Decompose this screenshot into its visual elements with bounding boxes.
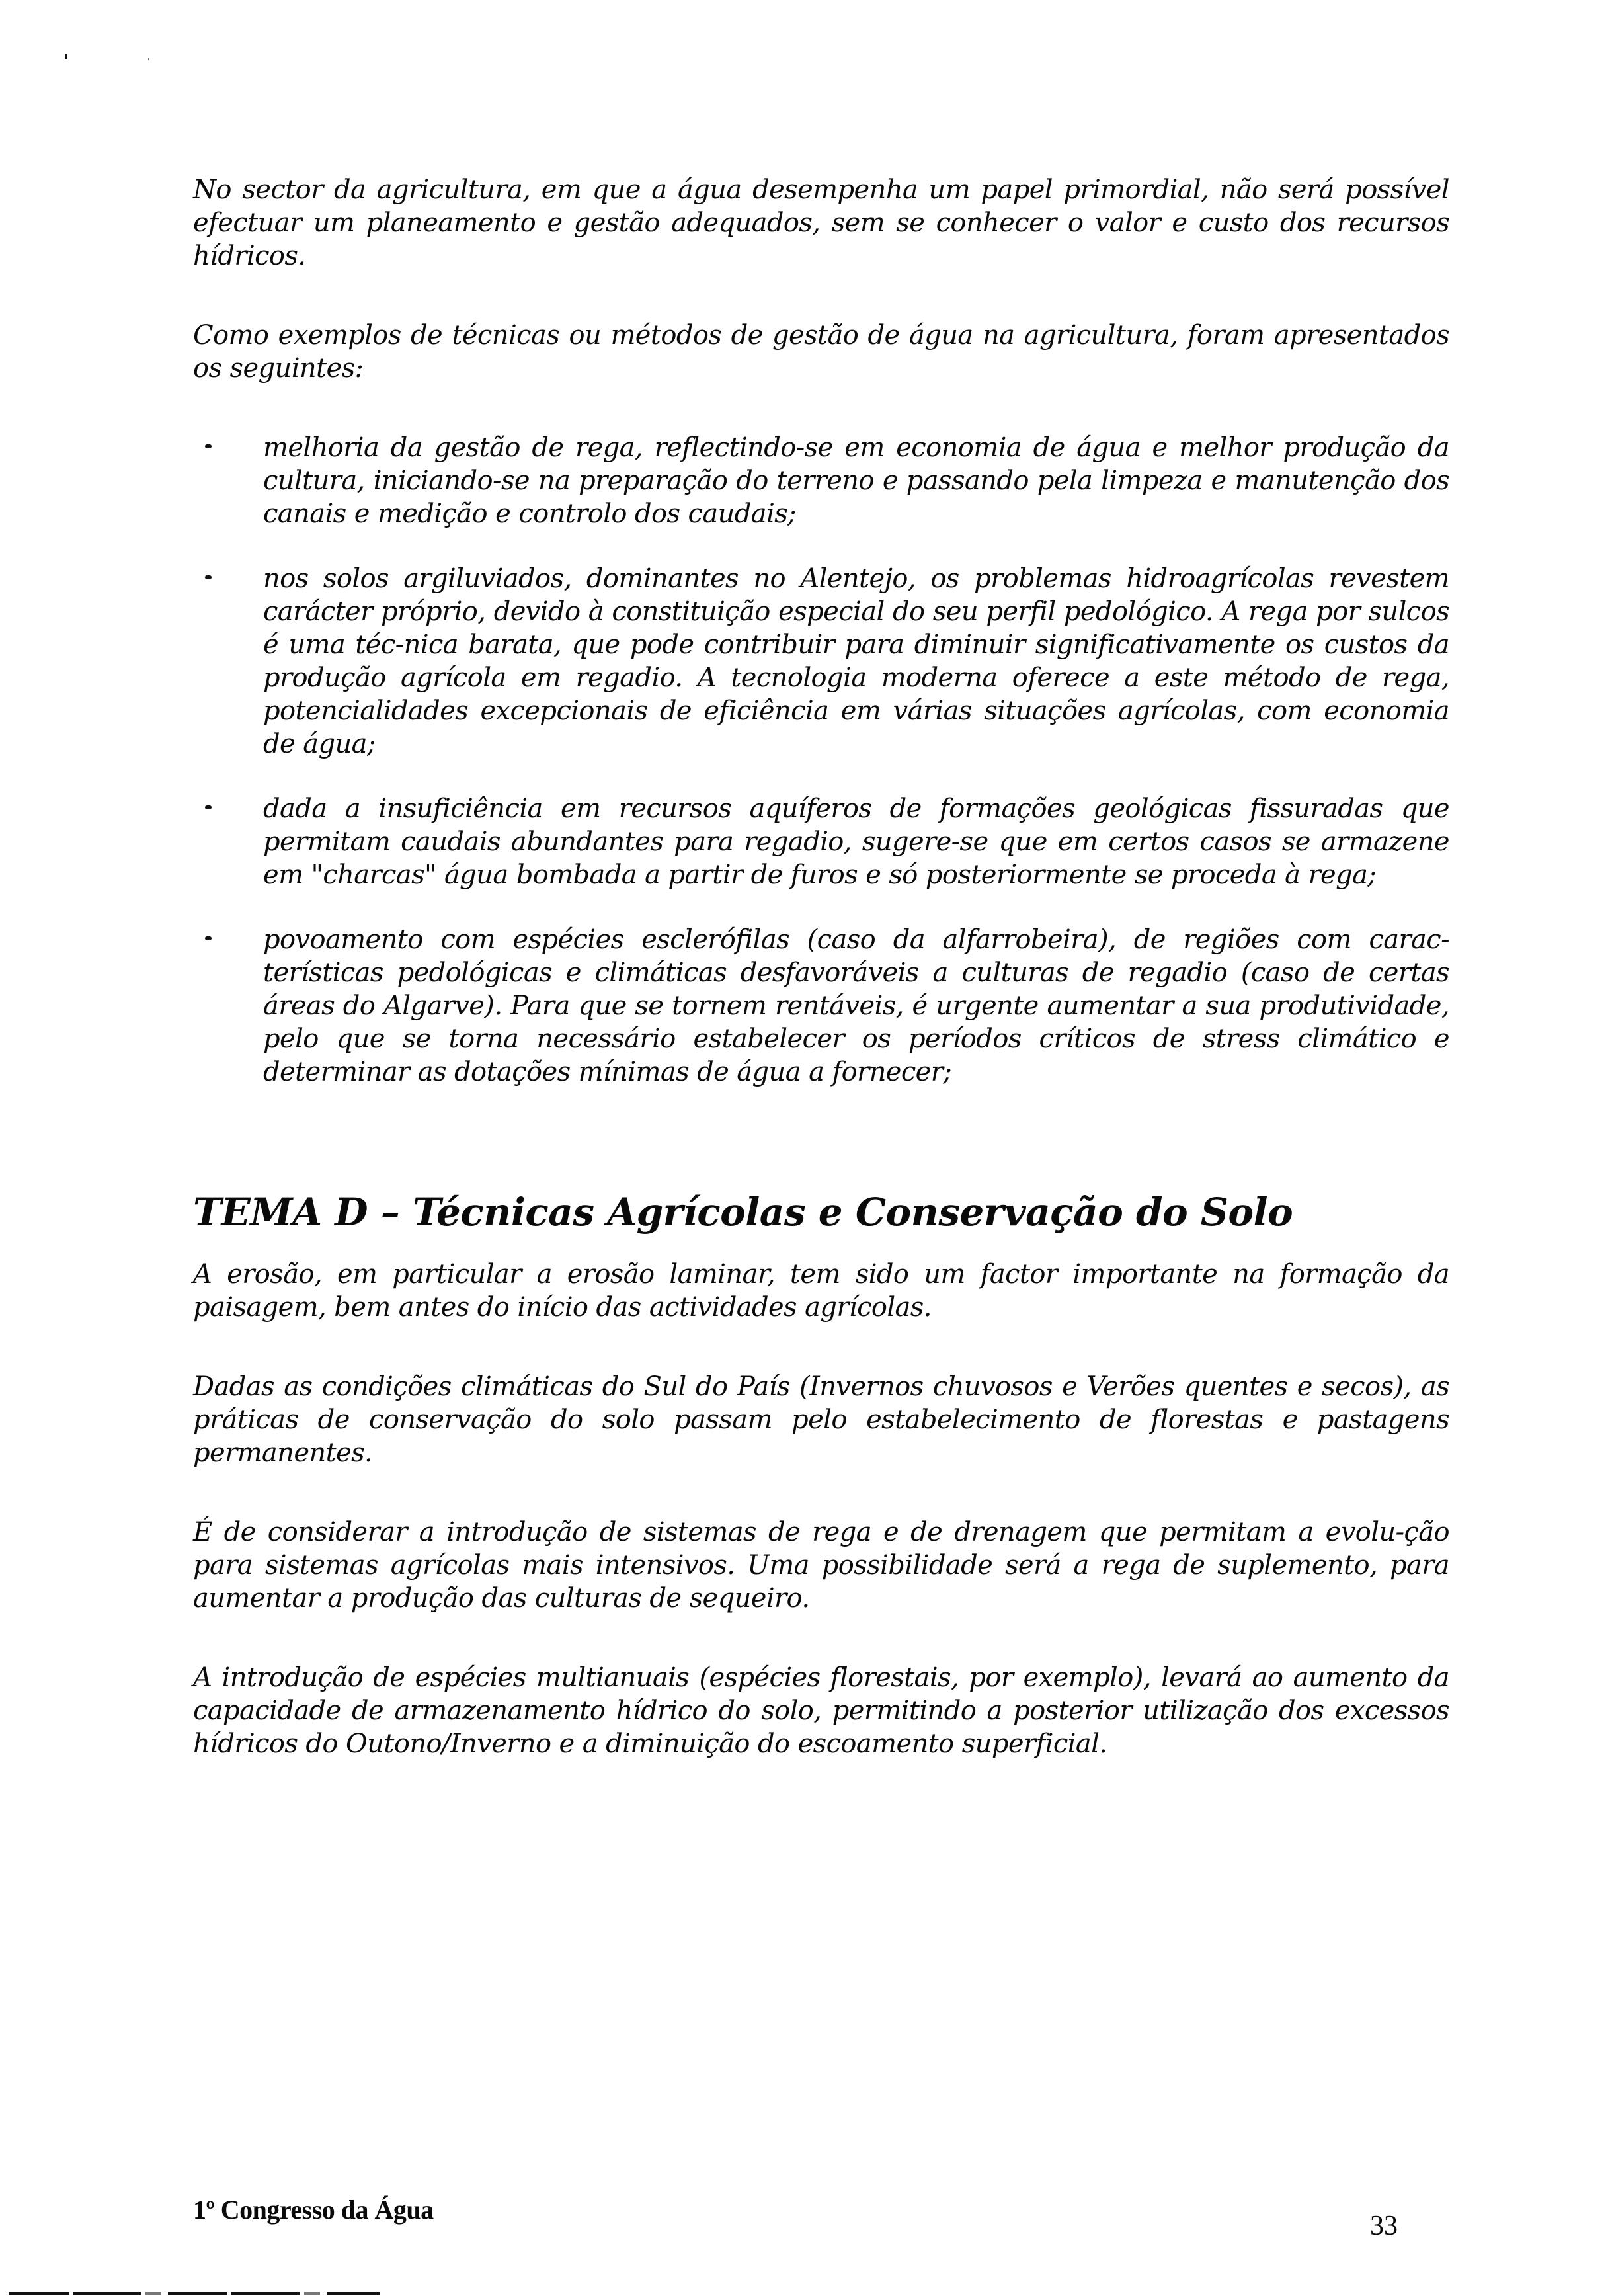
footer-publication-title: 1º Congresso da Água	[193, 2195, 434, 2225]
scan-speck	[148, 58, 149, 60]
page-number: 33	[1370, 2211, 1398, 2241]
intro-paragraph: No sector da agricultura, em que a água desempenha um papel primordial, não será possível efectuar um planeamento e gestão adequados, sem se conhecer o valor e custo dos recursos hídricos.	[193, 175, 1449, 271]
section-paragraph: A introdução de espécies multianuais (espécies florestais, por exemplo), levará ao aumento da capacidade de armazenamento hídrico do solo, permitindo a posterior utilização dos excessos hídricos do Outono/Inverno e a diminuição do escoamento superficial.	[193, 1662, 1449, 1759]
bullet-dot-icon	[205, 575, 212, 579]
section-paragraph: A erosão, em particular a erosão laminar, tem sido um factor importante na formação da paisagem, bem antes do início das actividades agrícolas.	[193, 1259, 1449, 1323]
page-content	[193, 173, 1449, 1760]
list-item-text: dada a insuficiência em recursos aquíferos de formações geológicas fissuradas que permitam caudais abundantes para regadio, sugere-se que em certos casos se armazene em "charcas" água bombada a partir de furos e só posteriormente se proceda à rega;	[263, 794, 1449, 890]
section-heading: TEMA D – Técnicas Agrícolas e Conservação do Solo	[193, 1190, 1293, 1235]
list-item-text: nos solos argiluviados, dominantes no Alentejo, os problemas hidroagrícolas revestem carácter próprio, devido à constituição especial do seu perfil pedológico. A rega por sulcos é uma téc-nica barata, que pode contribuir para diminuir significativamente os custos da produção agrícola em regadio. A tecnologia moderna oferece a este método de rega, potencialidades excepcionais de eficiência em várias situações agrícolas, com economia de água;	[263, 563, 1449, 759]
section-paragraph: Dadas as condições climáticas do Sul do País (Invernos chuvosos e Verões quentes e secos), as práticas de conservação do solo passam pelo estabelecimento de florestas e pastagens permanentes.	[193, 1372, 1449, 1468]
list-item	[193, 792, 1449, 891]
list-item	[193, 562, 1449, 760]
scan-speck	[65, 54, 67, 59]
bullet-dot-icon	[205, 444, 212, 448]
intro-paragraph: Como exemplos de técnicas ou métodos de gestão de água na agricultura, foram apresentados os seguintes:	[193, 320, 1449, 384]
section-paragraph: É de considerar a introdução de sistemas de rega e de drenagem que permitam a evolu-ção para sistemas agrícolas mais intensivos. Uma possibilidade será a rega de suplemento, para aumentar a produção das culturas de sequeiro.	[193, 1517, 1449, 1614]
bullet-dot-icon	[205, 805, 212, 809]
list-item	[193, 431, 1449, 530]
list-item	[193, 923, 1449, 1088]
scan-edge-line	[9, 2292, 380, 2295]
list-item-text: melhoria da gestão de rega, reflectindo-se em economia de água e melhor produção da cultura, iniciando-se na preparação do terreno e passando pela limpeza e manutenção dos canais e medição e controlo dos caudais;	[263, 432, 1449, 529]
bullet-dot-icon	[205, 936, 212, 940]
techniques-list	[193, 431, 1449, 1088]
list-item-text: povoamento com espécies esclerófilas (caso da alfarrobeira), de regiões com carac-terísticas pedológicas e climáticas desfavoráveis a culturas de regadio (caso de certas áreas do Algarve). Para que se tornem rentáveis, é urgente aumentar a sua produtividade, pelo que se torna necessário estabelecer os períodos críticos de stress climático e determinar as dotações mínimas de água a fornecer;	[263, 924, 1449, 1087]
